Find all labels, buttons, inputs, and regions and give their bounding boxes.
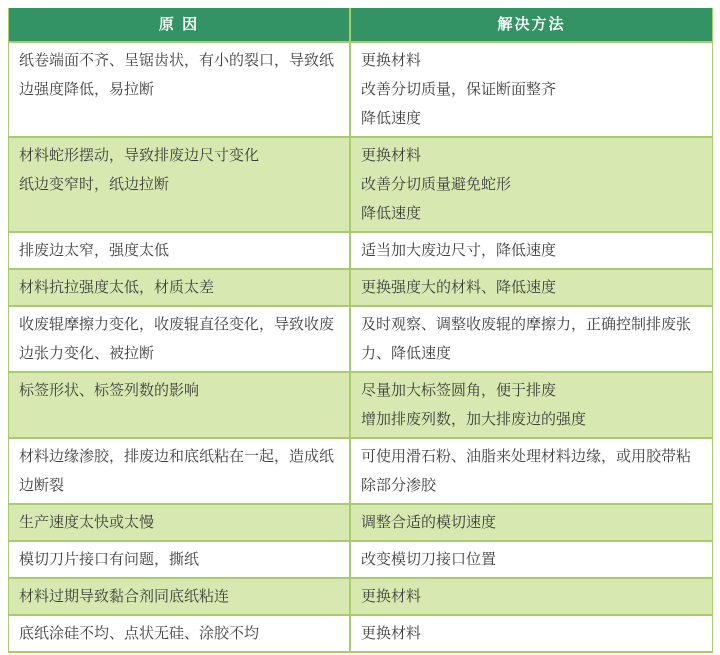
column-header-solution: 解决方法 — [349, 8, 712, 41]
cause-line: 底纸涂硅不均、点状无硅、涂胶不均 — [19, 625, 260, 642]
table-row — [9, 579, 712, 616]
table-row — [9, 307, 712, 373]
table-row — [9, 43, 712, 138]
solution-line: 改变模切刀接口位置 — [361, 551, 497, 568]
cause-line: 生产速度太快或太慢 — [19, 514, 155, 531]
cause-cell — [9, 505, 349, 540]
solution-line: 更换材料 — [361, 625, 422, 642]
solution-cell — [349, 616, 712, 651]
solution-line: 可使用滑石粉、油脂来处理材料边缘，或用胶带粘除部分渗胶 — [361, 448, 692, 494]
cause-cell — [9, 270, 349, 305]
solution-line: 适当加大废边尺寸，降低速度 — [361, 242, 557, 259]
solution-line: 更换材料 — [361, 147, 422, 164]
solution-line: 降低速度 — [361, 110, 422, 127]
cause-cell — [9, 233, 349, 268]
solution-line: 增加排废列数，加大排废边的强度 — [361, 411, 587, 428]
cause-cell — [9, 616, 349, 651]
solution-cell — [349, 373, 712, 437]
solution-cell — [349, 138, 712, 231]
table-row — [9, 373, 712, 439]
cause-line: 收废辊摩擦力变化，收废辊直径变化，导致收废边张力变化、被拉断 — [19, 316, 335, 362]
column-header-cause: 原 因 — [158, 16, 200, 33]
cause-cell — [9, 307, 349, 371]
cause-cell — [9, 579, 349, 614]
cause-cell — [9, 43, 349, 136]
solution-line: 及时观察、调整收废辊的摩擦力，正确控制排废张力、降低速度 — [361, 316, 692, 362]
troubleshooting-table — [8, 8, 713, 653]
table-row — [9, 505, 712, 542]
solution-cell — [349, 505, 712, 540]
solution-cell — [349, 579, 712, 614]
table-body — [9, 43, 712, 653]
solution-line: 调整合适的模切速度 — [361, 514, 497, 531]
table-header-row — [9, 8, 712, 43]
solution-line: 更换材料 — [361, 52, 422, 69]
solution-cell — [349, 270, 712, 305]
solution-line: 尽量加大标签圆角，便于排废 — [361, 382, 557, 399]
solution-cell — [349, 542, 712, 577]
cause-line: 材料抗拉强度太低，材质太差 — [19, 279, 215, 296]
solution-cell — [349, 307, 712, 371]
solution-line: 改善分切质量避免蛇形 — [361, 176, 512, 193]
cause-line: 纸卷端面不齐、呈锯齿状，有小的裂口，导致纸边强度降低，易拉断 — [19, 52, 335, 98]
table-row — [9, 439, 712, 505]
table-row — [9, 233, 712, 270]
cause-line: 标签形状、标签列数的影响 — [19, 382, 200, 399]
cause-line: 材料蛇形摆动，导致排废边尺寸变化 — [19, 147, 260, 164]
table-row — [9, 138, 712, 233]
cause-cell — [9, 439, 349, 503]
table-row — [9, 616, 712, 653]
cause-cell — [9, 138, 349, 231]
solution-line: 更换材料 — [361, 588, 422, 605]
cause-line: 材料过期导致黏合剂同底纸粘连 — [19, 588, 230, 605]
table-row — [9, 270, 712, 307]
solution-cell — [349, 439, 712, 503]
cause-cell — [9, 542, 349, 577]
cause-line: 排废边太窄，强度太低 — [19, 242, 170, 259]
cause-cell — [9, 373, 349, 437]
solution-line: 更换强度大的材料、降低速度 — [361, 279, 557, 296]
cause-line: 纸边变窄时，纸边拉断 — [19, 176, 170, 193]
cause-line: 材料边缘渗胶，排废边和底纸粘在一起，造成纸边断裂 — [19, 448, 335, 494]
solution-line: 降低速度 — [361, 205, 422, 222]
cause-line: 模切刀片接口有问题，撕纸 — [19, 551, 200, 568]
table-row — [9, 542, 712, 579]
solution-line: 改善分切质量，保证断面整齐 — [361, 81, 557, 98]
solution-cell — [349, 233, 712, 268]
solution-cell — [349, 43, 712, 136]
